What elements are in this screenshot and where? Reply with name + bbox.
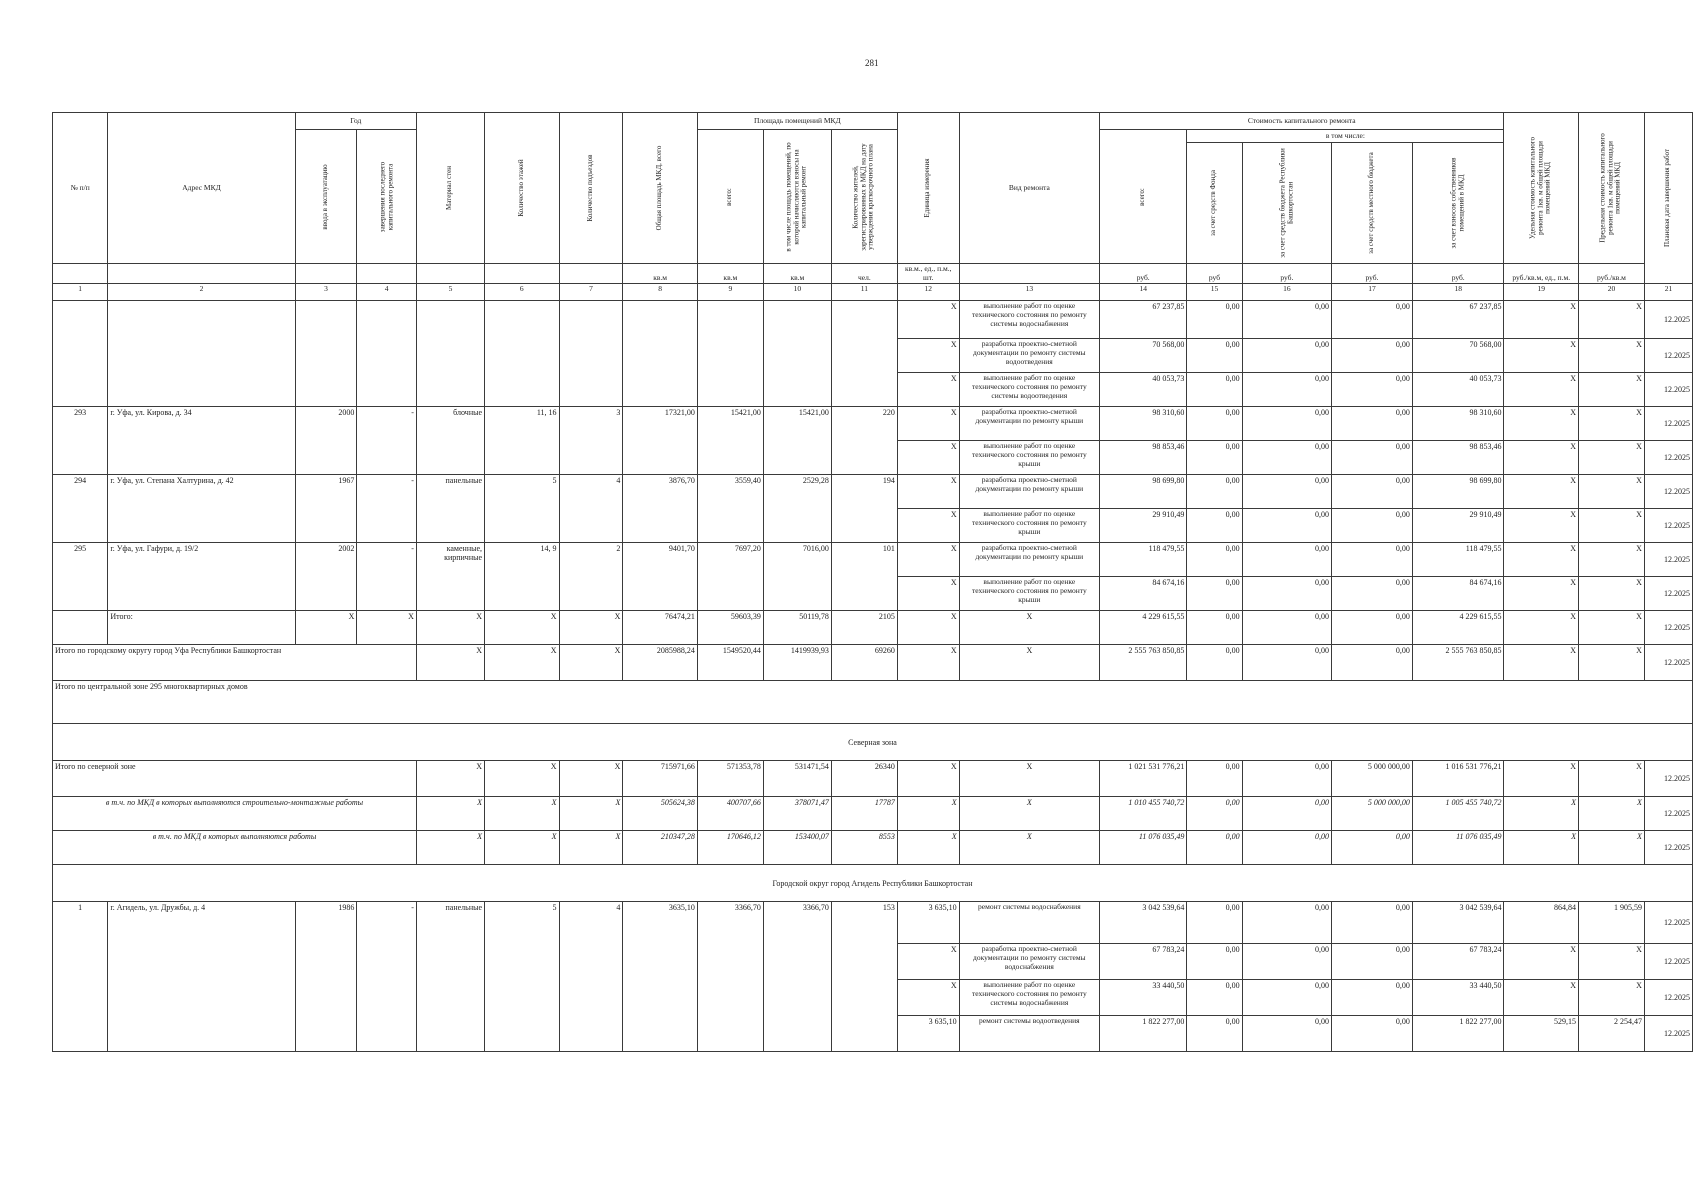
col-number: 15 — [1187, 284, 1242, 301]
total-row: Итого по городскому округу город Уфа Республики Башкортостан X X X 2085988,24 1549520,44 1419939,93 69260 X X 2 555 763 850,85 0,00 0,00 0,00 2 555 763 850,85 X X 12.2025 — [53, 645, 1693, 681]
col-year-last-repair-header: завершения последнего капитального ремонта — [357, 130, 417, 264]
col-number: 7 — [559, 284, 623, 301]
unit-cell: руб./кв.м — [1578, 264, 1644, 284]
table-row: X выполнение работ по оценке технического состояния по ремонту системы водоснабжения 67 237,85 0,00 0,00 0,00 67 237,85 X X 12.2025 — [53, 301, 1693, 339]
repair-type: выполнение работ по оценке технического состояния по ремонту крыши — [959, 577, 1099, 611]
table-row: X выполнение работ по оценке технического состояния по ремонту крыши 98 853,46 0,00 0,00 0,00 98 853,46 X X 12.2025 — [53, 441, 1693, 475]
table-row: 1 г. Агидель, ул. Дружбы, д. 4 1986 - панельные 5 4 3635,10 3366,70 3366,70 153 3 635,10 ремонт системы водоснабжения 3 042 539,64 0,00 0,00 0,00 3 042 539,64 864,84 1 905,59 12.2025 — [53, 902, 1693, 944]
repair-type: разработка проектно-сметной документации по ремонту крыши — [959, 543, 1099, 577]
col-number: 20 — [1578, 284, 1644, 301]
central-zone-total-row — [53, 681, 1693, 724]
col-floors-header: Количество этажей — [485, 113, 559, 264]
col-unit-header: Единица измерения — [897, 113, 959, 264]
col-number: 16 — [1242, 284, 1331, 301]
repair-type: разработка проектно-сметной документации по ремонту системы водоснабжения — [959, 944, 1099, 980]
col-number: 3 — [295, 284, 357, 301]
col-residents-header: Количество жителей, зарегистрированных в МКД на дату утверждения краткосрочного плана — [831, 130, 897, 264]
total-label: Итого по северной зоне — [53, 761, 417, 797]
subtotal-label: Итого: — [108, 611, 295, 645]
total-label: в т.ч. по МКД в которых выполняются работы — [53, 831, 417, 865]
total-label: Итого по городскому округу город Уфа Республики Башкортостан — [53, 645, 417, 681]
col-material-header: Материал стен — [416, 113, 484, 264]
col-fund-header: за счет средств Фонда — [1187, 143, 1242, 264]
unit-cell: руб — [1187, 264, 1242, 284]
col-number: 9 — [697, 284, 763, 301]
col-no-header: № п/п — [53, 113, 108, 264]
unit-cell: руб./кв.м, ед., п.м. — [1504, 264, 1578, 284]
col-number: 2 — [108, 284, 295, 301]
col-number: 4 — [357, 284, 417, 301]
col-specific-cost-header: Удельная стоимость капитального ремонта 1кв. м общей площади помещений МКД — [1504, 113, 1578, 264]
repair-type: ремонт системы водоснабжения — [959, 902, 1099, 944]
repair-type: выполнение работ по оценке технического состояния по ремонту системы водоснабжения — [959, 301, 1099, 339]
table-row: 3 635,10 ремонт системы водоотведения 1 822 277,00 0,00 0,00 0,00 1 822 277,00 529,15 2 254,47 12.2025 — [53, 1016, 1693, 1052]
unit-cell: кв.м — [623, 264, 697, 284]
col-number: 10 — [763, 284, 831, 301]
subtotal-row: в т.ч. по МКД в которых выполняются строительно-монтажные работы X X X 505624,38 400707,66 378071,47 17787 X X 1 010 455 740,72 0,00 0,00 5 000 000,00 1 005 455 740,72 X X 12.2025 — [53, 797, 1693, 831]
address: г. Уфа, ул. Кирова, д. 34 — [108, 407, 295, 475]
table-row: X выполнение работ по оценке технического состояния по ремонту крыши 29 910,49 0,00 0,00 0,00 29 910,49 X X 12.2025 — [53, 509, 1693, 543]
table-row: 293 г. Уфа, ул. Кирова, д. 34 2000 - блочные 11, 16 3 17321,00 15421,00 15421,00 220 X разработка проектно-сметной документации по ремонту крыши 98 310,60 0,00 0,00 0,00 98 310,60 X X 12.2025 — [53, 407, 1693, 441]
col-address-header: Адрес МКД — [108, 113, 295, 264]
capital-repair-plan-sheet — [52, 112, 1693, 1120]
col-cost-total-header: всего: — [1100, 130, 1187, 264]
col-number: 6 — [485, 284, 559, 301]
col-max-cost-header: Предельная стоимость капитального ремонта 1кв. м общей площади помещений МКД — [1578, 113, 1644, 264]
col-year-commission-header: ввода в эксплуатацию — [295, 130, 357, 264]
repair-type: выполнение работ по оценке технического состояния по ремонту крыши — [959, 441, 1099, 475]
subtotal-row: в т.ч. по МКД в которых выполняются работы X X X 210347,28 170646,12 153400,07 8553 X X 11 076 035,49 0,00 0,00 0,00 11 076 035,49 X X 12.2025 — [53, 831, 1693, 865]
address: г. Уфа, ул. Степана Халтурина, д. 42 — [108, 475, 295, 543]
repair-type: выполнение работ по оценке технического состояния по ремонту системы водоснабжения — [959, 980, 1099, 1016]
col-total-area-header: Общая площадь МКД, всего — [623, 113, 697, 264]
unit-cell: руб. — [1332, 264, 1413, 284]
total-row: Итого по северной зоне X X X 715971,66 571353,78 531471,54 26340 X X 1 021 531 776,21 0,00 0,00 5 000 000,00 1 016 531 776,21 X X 12.2025 — [53, 761, 1693, 797]
col-premises-total-header: всего: — [697, 130, 763, 264]
col-number: 1 — [53, 284, 108, 301]
col-local-header: за счет средств местного бюджета — [1332, 143, 1413, 264]
zone-title-row — [53, 724, 1693, 761]
unit-cell: руб. — [1100, 264, 1187, 284]
table-row: X разработка проектно-сметной документации по ремонту системы водоотведения 70 568,00 0,00 0,00 0,00 70 568,00 X X 12.2025 — [53, 339, 1693, 373]
table-row: X разработка проектно-сметной документации по ремонту системы водоснабжения 67 783,24 0,00 0,00 0,00 67 783,24 X X 12.2025 — [53, 944, 1693, 980]
premises-group-header: Площадь помещений МКД — [697, 113, 897, 130]
col-planned-date-header: Плановая дата завершения работ — [1644, 113, 1692, 284]
col-owners-header: за счет взносов собственников помещений в МКД — [1412, 143, 1504, 264]
district-title: Городской округ город Агидель Республики Башкортостан — [53, 865, 1693, 902]
repair-type: разработка проектно-сметной документации по ремонту крыши — [959, 407, 1099, 441]
unit-cell: кв.м — [697, 264, 763, 284]
repair-type: ремонт системы водоотведения — [959, 1016, 1099, 1052]
col-number: 14 — [1100, 284, 1187, 301]
year-group-header: Год — [295, 113, 416, 130]
repair-type: разработка проектно-сметной документации по ремонту системы водоотведения — [959, 339, 1099, 373]
units-row — [53, 264, 1693, 284]
col-number: 17 — [1332, 284, 1413, 301]
col-number: 13 — [959, 284, 1099, 301]
repair-type: разработка проектно-сметной документации по ремонту крыши — [959, 475, 1099, 509]
col-premises-owned-header: в том числе площадь помещений, по которой начисляются взносы на капитальный ремонт — [763, 130, 831, 264]
cost-group-header: Стоимость капитального ремонта — [1100, 113, 1504, 130]
header-row-2 — [53, 130, 1693, 143]
col-number: 18 — [1412, 284, 1504, 301]
zone-title: Северная зона — [53, 724, 1693, 761]
district-title-row — [53, 865, 1693, 902]
repair-type: выполнение работ по оценке технического состояния по ремонту крыши — [959, 509, 1099, 543]
header-row-1 — [53, 113, 1693, 130]
col-number: 19 — [1504, 284, 1578, 301]
repair-type: выполнение работ по оценке технического состояния по ремонту системы водоотведения — [959, 373, 1099, 407]
table-row: 295 г. Уфа, ул. Гафури, д. 19/2 2002 - каменные, кирпичные 14, 9 2 9401,70 7697,20 7016,00 101 X разработка проектно-сметной документации по ремонту крыши 118 479,55 0,00 0,00 0,00 118 479,55 X X 12.2025 — [53, 543, 1693, 577]
table-row: 294 г. Уфа, ул. Степана Халтурина, д. 42 1967 - панельные 5 4 3876,70 3559,40 2529,28 194 X разработка проектно-сметной документации по ремонту крыши 98 699,80 0,00 0,00 0,00 98 699,80 X X 12.2025 — [53, 475, 1693, 509]
column-numbers-row — [53, 284, 1693, 301]
col-number: 12 — [897, 284, 959, 301]
col-repair-type-header: Вид ремонта — [959, 113, 1099, 264]
unit-cell: кв.м., ед., п.м., шт. — [897, 264, 959, 284]
unit-cell: руб. — [1242, 264, 1331, 284]
address: г. Агидель, ул. Дружбы, д. 4 — [108, 902, 295, 1052]
col-number: 8 — [623, 284, 697, 301]
col-number: 11 — [831, 284, 897, 301]
col-republic-header: за счет средств бюджета Республики Башкортостан — [1242, 143, 1331, 264]
table-row: X выполнение работ по оценке технического состояния по ремонту системы водоснабжения 33 440,50 0,00 0,00 0,00 33 440,50 X X 12.2025 — [53, 980, 1693, 1016]
address: г. Уфа, ул. Гафури, д. 19/2 — [108, 543, 295, 611]
unit-cell: руб. — [1412, 264, 1504, 284]
col-number: 21 — [1644, 284, 1692, 301]
table-row: X выполнение работ по оценке технического состояния по ремонту системы водоотведения 40 053,73 0,00 0,00 0,00 40 053,73 X X 12.2025 — [53, 373, 1693, 407]
central-zone-total: Итого по центральной зоне 295 многоквартирных домов — [53, 681, 1693, 724]
repair-plan-table — [52, 112, 1693, 1052]
unit-cell: чел. — [831, 264, 897, 284]
subtotal-row: Итого: X X X X X 76474,21 59603,39 50119,78 2105 X X 4 229 615,55 0,00 0,00 0,00 4 229 615,55 X X 12.2025 — [53, 611, 1693, 645]
col-number: 5 — [416, 284, 484, 301]
table-row: X выполнение работ по оценке технического состояния по ремонту крыши 84 674,16 0,00 0,00 0,00 84 674,16 X X 12.2025 — [53, 577, 1693, 611]
col-entrances-header: Количество подъездов — [559, 113, 623, 264]
total-label: в т.ч. по МКД в которых выполняются строительно-монтажные работы — [53, 797, 417, 831]
including-header: в том числе: — [1187, 130, 1504, 143]
unit-cell: кв.м — [763, 264, 831, 284]
page-number: 281 — [865, 58, 879, 68]
